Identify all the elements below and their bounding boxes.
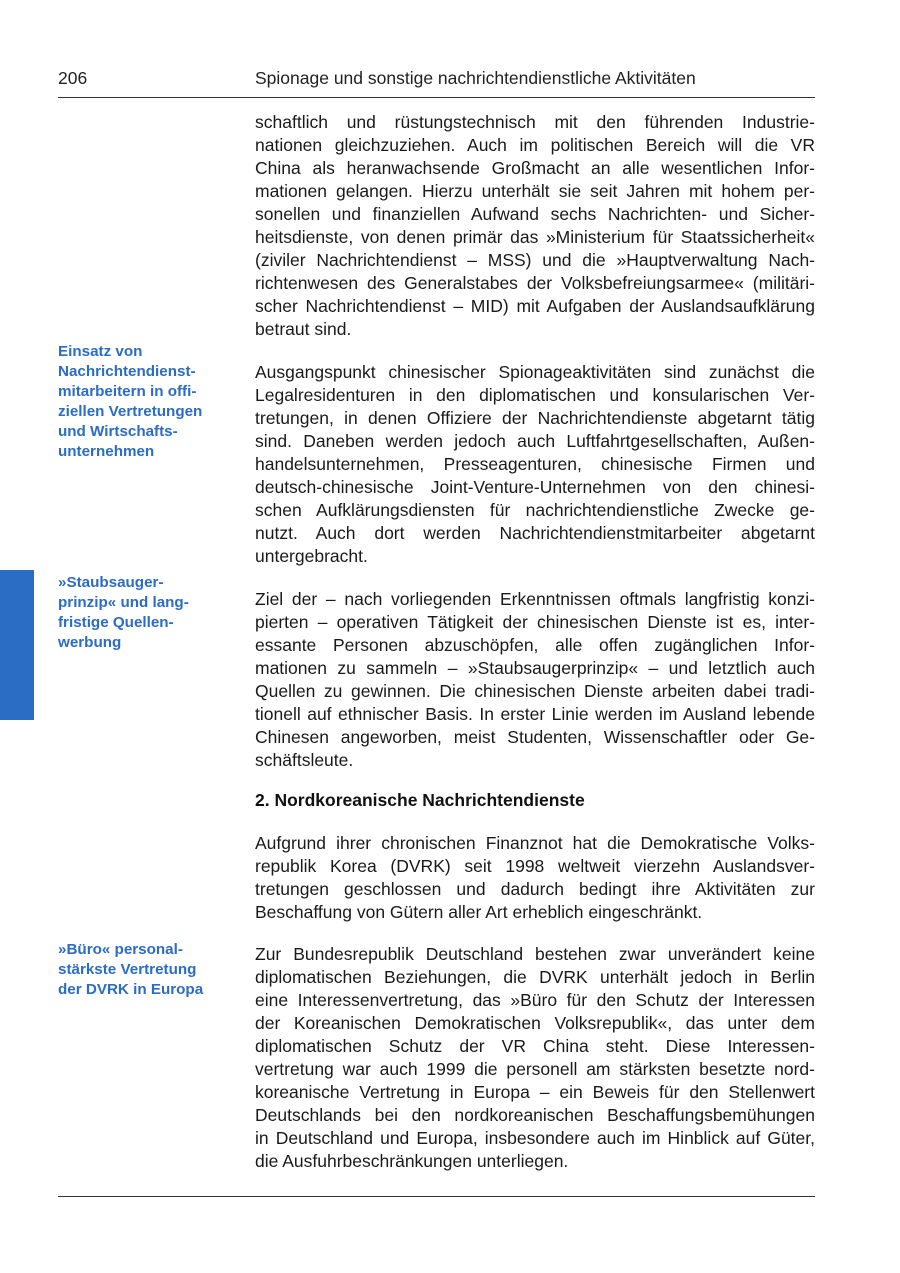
margin-note-line: und Wirtschafts- bbox=[58, 423, 178, 440]
footer-rule bbox=[58, 1196, 815, 1197]
text-line: mationen gelangen. Hierzu unterhält sie seit Jahren mit hohem per- bbox=[255, 181, 815, 201]
margin-note-line: Nachrichtendienst- bbox=[58, 363, 196, 380]
margin-note-line: der DVRK in Europa bbox=[58, 981, 204, 998]
text-line: pierten – operativen Tätigkeit der chinesischen Dienste ist es, inter- bbox=[255, 612, 815, 632]
text-line: in Deutschland und Europa, insbesondere auch im Hinblick auf Güter, bbox=[255, 1128, 815, 1148]
text-line: sind. Daneben werden jedoch auch Luftfahrtgesellschaften, Außen- bbox=[255, 431, 815, 451]
text-line: heitsdienste, von denen primär das »Ministerium für Staatssicherheit« bbox=[255, 227, 815, 247]
margin-note-line: unternehmen bbox=[58, 443, 155, 460]
body-paragraph bbox=[255, 588, 815, 772]
margin-note-line: »Staubsauger- bbox=[58, 574, 164, 591]
text-line: tretungen, in denen Offiziere der Nachrichtendienste abgetarnt tätig bbox=[255, 408, 815, 428]
text-line: diplomatischen Beziehungen, die DVRK unterhält jedoch in Berlin bbox=[255, 967, 815, 987]
margin-note-line: stärkste Vertretung bbox=[58, 961, 197, 978]
margin-note-buero bbox=[58, 940, 228, 1000]
text-line: eine Interessenvertretung, das »Büro für den Schutz der Interessen bbox=[255, 990, 815, 1010]
margin-note-line: prinzip« und lang- bbox=[58, 594, 189, 611]
body-paragraph bbox=[255, 111, 815, 341]
text-line: nationen gleichzuziehen. Auch im politischen Bereich will die VR bbox=[255, 135, 815, 155]
page-number: 206 bbox=[58, 68, 88, 88]
section-heading: 2. Nordkoreanische Nachrichtendienste bbox=[255, 790, 585, 810]
header-rule bbox=[58, 97, 815, 98]
text-line: vertretung war auch 1999 die personell am stärksten besetzte nord- bbox=[255, 1059, 815, 1079]
text-line: Beschaffung von Gütern aller Art erheblich eingeschränkt. bbox=[255, 902, 703, 922]
text-line: richtenwesen des Generalstabes der Volksbefreiungsarmee« (militäri- bbox=[255, 273, 815, 293]
body-paragraph bbox=[255, 943, 815, 1173]
margin-note-line: werbung bbox=[58, 634, 122, 651]
margin-note-line: fristige Quellen- bbox=[58, 614, 174, 631]
text-line: Chinesen angeworben, meist Studenten, Wissenschaftler oder Ge- bbox=[255, 727, 815, 747]
chapter-side-tab bbox=[0, 570, 34, 720]
margin-note-einsatz bbox=[58, 342, 228, 462]
margin-note-line: »Büro« personal- bbox=[58, 941, 183, 958]
text-line: deutsch-chinesische Joint-Venture-Unternehmen von den chinesi- bbox=[255, 477, 815, 497]
running-header-title: Spionage und sonstige nachrichtendienstliche Aktivitäten bbox=[255, 68, 696, 88]
margin-note-staubsauger bbox=[58, 573, 228, 653]
text-line: mationen zu sammeln – »Staubsaugerprinzip« – und letztlich auch bbox=[255, 658, 815, 678]
text-line: Quellen zu gewinnen. Die chinesischen Dienste arbeiten dabei tradi- bbox=[255, 681, 815, 701]
text-line: scher Nachrichtendienst – MID) mit Aufgaben der Auslandsaufklärung bbox=[255, 296, 815, 316]
text-line: sonellen und finanziellen Aufwand sechs Nachrichten- und Sicher- bbox=[255, 204, 815, 224]
text-line: schaftlich und rüstungstechnisch mit den führenden Industrie- bbox=[255, 112, 815, 132]
text-line: Aufgrund ihrer chronischen Finanznot hat die Demokratische Volks- bbox=[255, 833, 815, 853]
text-line: Legalresidenturen in den diplomatischen und konsularischen Ver- bbox=[255, 385, 815, 405]
text-line: untergebracht. bbox=[255, 546, 368, 566]
text-line: koreanische Vertretung in Europa – ein Beweis für den Stellenwert bbox=[255, 1082, 815, 1102]
text-line: der Koreanischen Demokratischen Volksrepublik«, das unter dem bbox=[255, 1013, 815, 1033]
text-line: China als heranwachsende Großmacht an alle wesentlichen Infor- bbox=[255, 158, 815, 178]
text-line: republik Korea (DVRK) seit 1998 weltweit vierzehn Auslandsver- bbox=[255, 856, 815, 876]
text-line: diplomatischen Schutz der VR China steht. Diese Interessen- bbox=[255, 1036, 815, 1056]
text-line: tionell auf ethnischer Basis. In erster Linie werden im Ausland lebende bbox=[255, 704, 815, 724]
text-line: essante Personen abzuschöpfen, alle offen zugänglichen Infor- bbox=[255, 635, 815, 655]
text-line: tretungen geschlossen und dadurch bedingt ihre Aktivitäten zur bbox=[255, 879, 815, 899]
text-line: Zur Bundesrepublik Deutschland bestehen zwar unverändert keine bbox=[255, 944, 815, 964]
margin-note-line: mitarbeitern in offi- bbox=[58, 383, 197, 400]
margin-note-line: ziellen Vertretungen bbox=[58, 403, 203, 420]
text-line: nutzt. Auch dort werden Nachrichtendienstmitarbeiter abgetarnt bbox=[255, 523, 815, 543]
text-line: handelsunternehmen, Presseagenturen, chinesische Firmen und bbox=[255, 454, 815, 474]
text-line: schäftsleute. bbox=[255, 750, 354, 770]
text-line: (ziviler Nachrichtendienst – MSS) und die »Hauptverwaltung Nach- bbox=[255, 250, 815, 270]
text-line: die Ausfuhrbeschränkungen unterliegen. bbox=[255, 1151, 569, 1171]
text-line: Deutschlands bei den nordkoreanischen Beschaffungsbemühungen bbox=[255, 1105, 815, 1125]
text-line: Ausgangspunkt chinesischer Spionageaktivitäten sind zunächst die bbox=[255, 362, 815, 382]
margin-note-line: Einsatz von bbox=[58, 343, 143, 360]
text-line: betraut sind. bbox=[255, 319, 352, 339]
text-line: Ziel der – nach vorliegenden Erkenntnissen oftmals langfristig konzi- bbox=[255, 589, 815, 609]
text-line: schen Aufklärungsdiensten für nachrichtendienstliche Zwecke ge- bbox=[255, 500, 815, 520]
body-paragraph bbox=[255, 832, 815, 924]
body-paragraph bbox=[255, 361, 815, 568]
